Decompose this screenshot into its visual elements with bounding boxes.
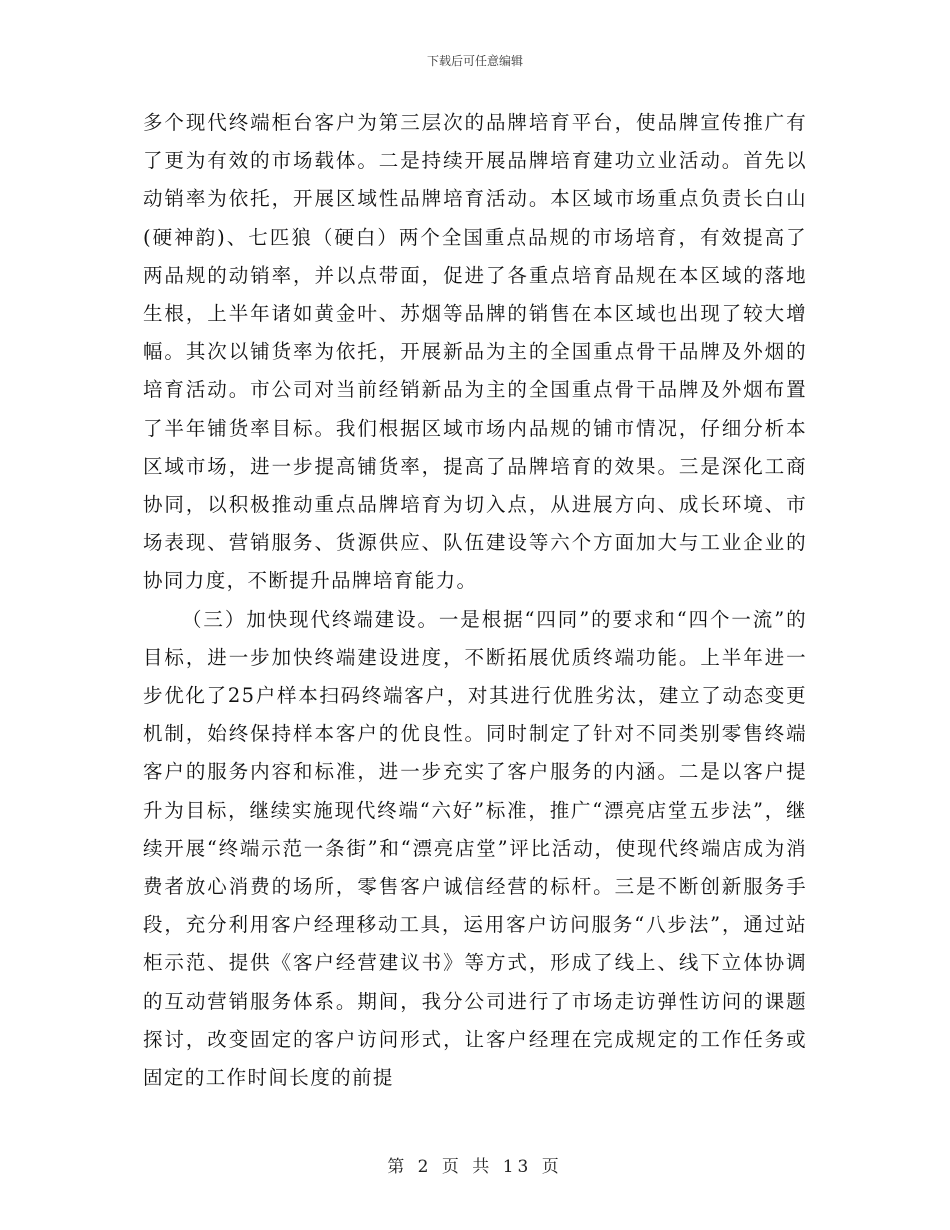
- page-number: 第 2 页 共 13 页: [387, 1157, 563, 1177]
- paragraph-terminal-construction: （三）加快现代终端建设。一是根据“四同”的要求和“四个一流”的目标，进一步加快终端建设进度，不断拓展优质终端功能。上半年进一步优化了25户样本扫码终端客户，对其进行优胜劣汰，建立了动态变更机制，始终保持样本客户的优良性。同时制定了针对不同类别零售终端客户的服务内容和标准，进一步充实了客户服务的内涵。二是以客户提升为目标，继续实施现代终端“六好”标准，推广“漂亮店堂五步法”，继续开展“终端示范一条街”和“漂亮店堂”评比活动，使现代终端店成为消费者放心消费的场所，零售客户诚信经营的标杆。三是不断创新服务手段，充分利用客户经理移动工具，运用客户访问服务“八步法”，通过站柜示范、提供《客户经营建议书》等方式，形成了线上、线下立体协调的互动营销服务体系。期间，我分公司进行了市场走访弹性访问的课题探讨，改变固定的客户访问形式，让客户经理在完成规定的工作任务或固定的工作时间长度的前提: [143, 607, 807, 1090]
- page-header: 下载后可任意编辑: [426, 54, 523, 68]
- document-body: [143, 104, 807, 1097]
- paragraph-brand-cultivation: 多个现代终端柜台客户为第三层次的品牌培育平台，使品牌宣传推广有了更为有效的市场载体。二是持续开展品牌培育建功立业活动。首先以动销率为依托，开展区域性品牌培育活动。本区域市场重点负责长白山(硬神韵)、七匹狼（硬白）两个全国重点品规的市场培育，有效提高了两品规的动销率，并以点带面，促进了各重点培育品规在本区域的落地生根，上半年诸如黄金叶、苏烟等品牌的销售在本区域也出现了较大增幅。其次以铺货率为依托，开展新品为主的全国重点骨干品牌及外烟的培育活动。市公司对当前经销新品为主的全国重点骨干品牌及外烟布置了半年铺货率目标。我们根据区域市场内品规的铺市情况，仔细分析本区域市场，进一步提高铺货率，提高了品牌培育的效果。三是深化工商协同，以积极推动重点品牌培育为切入点，从进展方向、成长环境、市场表现、营销服务、货源供应、队伍建设等六个方面加大与工业企业的协同力度，不断提升品牌培育能力。: [143, 111, 807, 593]
